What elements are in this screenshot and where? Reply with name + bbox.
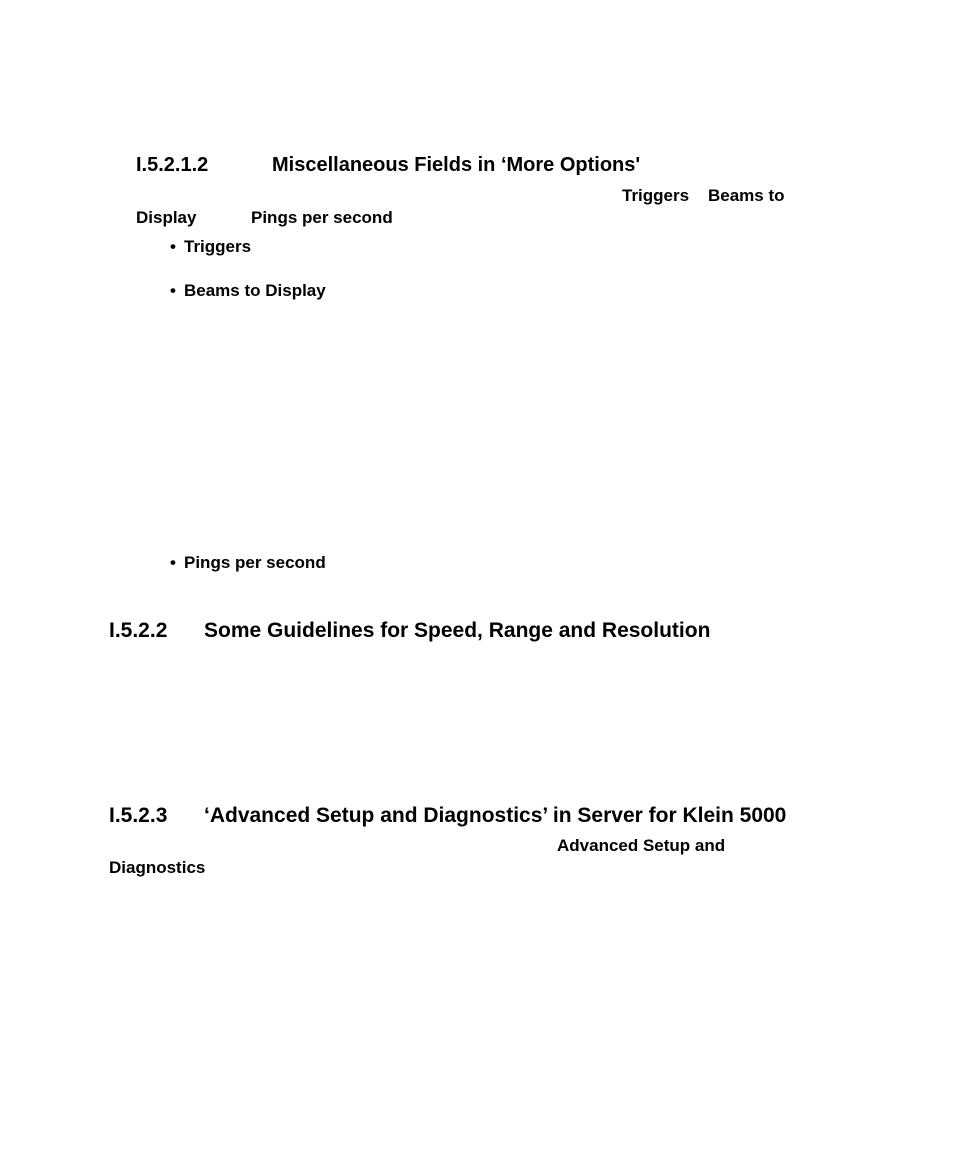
bold-run: Beams to xyxy=(708,186,785,205)
list-item xyxy=(170,237,251,257)
bold-run: Display xyxy=(136,208,197,227)
bold-run: Triggers xyxy=(622,186,690,205)
section-title: Some Guidelines for Speed, Range and Resolution xyxy=(204,619,711,642)
list-item xyxy=(170,553,326,573)
list-item-label: Triggers xyxy=(184,237,252,256)
list-item xyxy=(170,281,326,301)
bullet-marker: • xyxy=(170,237,176,256)
section-number: I.5.2.2 xyxy=(109,619,168,642)
section-number: I.5.2.1.2 xyxy=(136,154,209,176)
section-number: I.5.2.3 xyxy=(109,804,168,827)
bold-run: Pings per second xyxy=(251,208,393,227)
section-heading xyxy=(136,154,208,177)
section-title: Miscellaneous Fields in ‘More Options' xyxy=(272,154,641,176)
bullet-marker: • xyxy=(170,281,176,300)
section-title: ‘Advanced Setup and Diagnostics’ in Server for Klein 5000 xyxy=(204,804,787,827)
bold-run: Advanced Setup and xyxy=(557,836,726,855)
list-item-label: Pings per second xyxy=(184,553,326,572)
bullet-marker: • xyxy=(170,553,176,572)
bold-run: Diagnostics xyxy=(109,858,206,877)
list-item-label: Beams to Display xyxy=(184,281,326,300)
